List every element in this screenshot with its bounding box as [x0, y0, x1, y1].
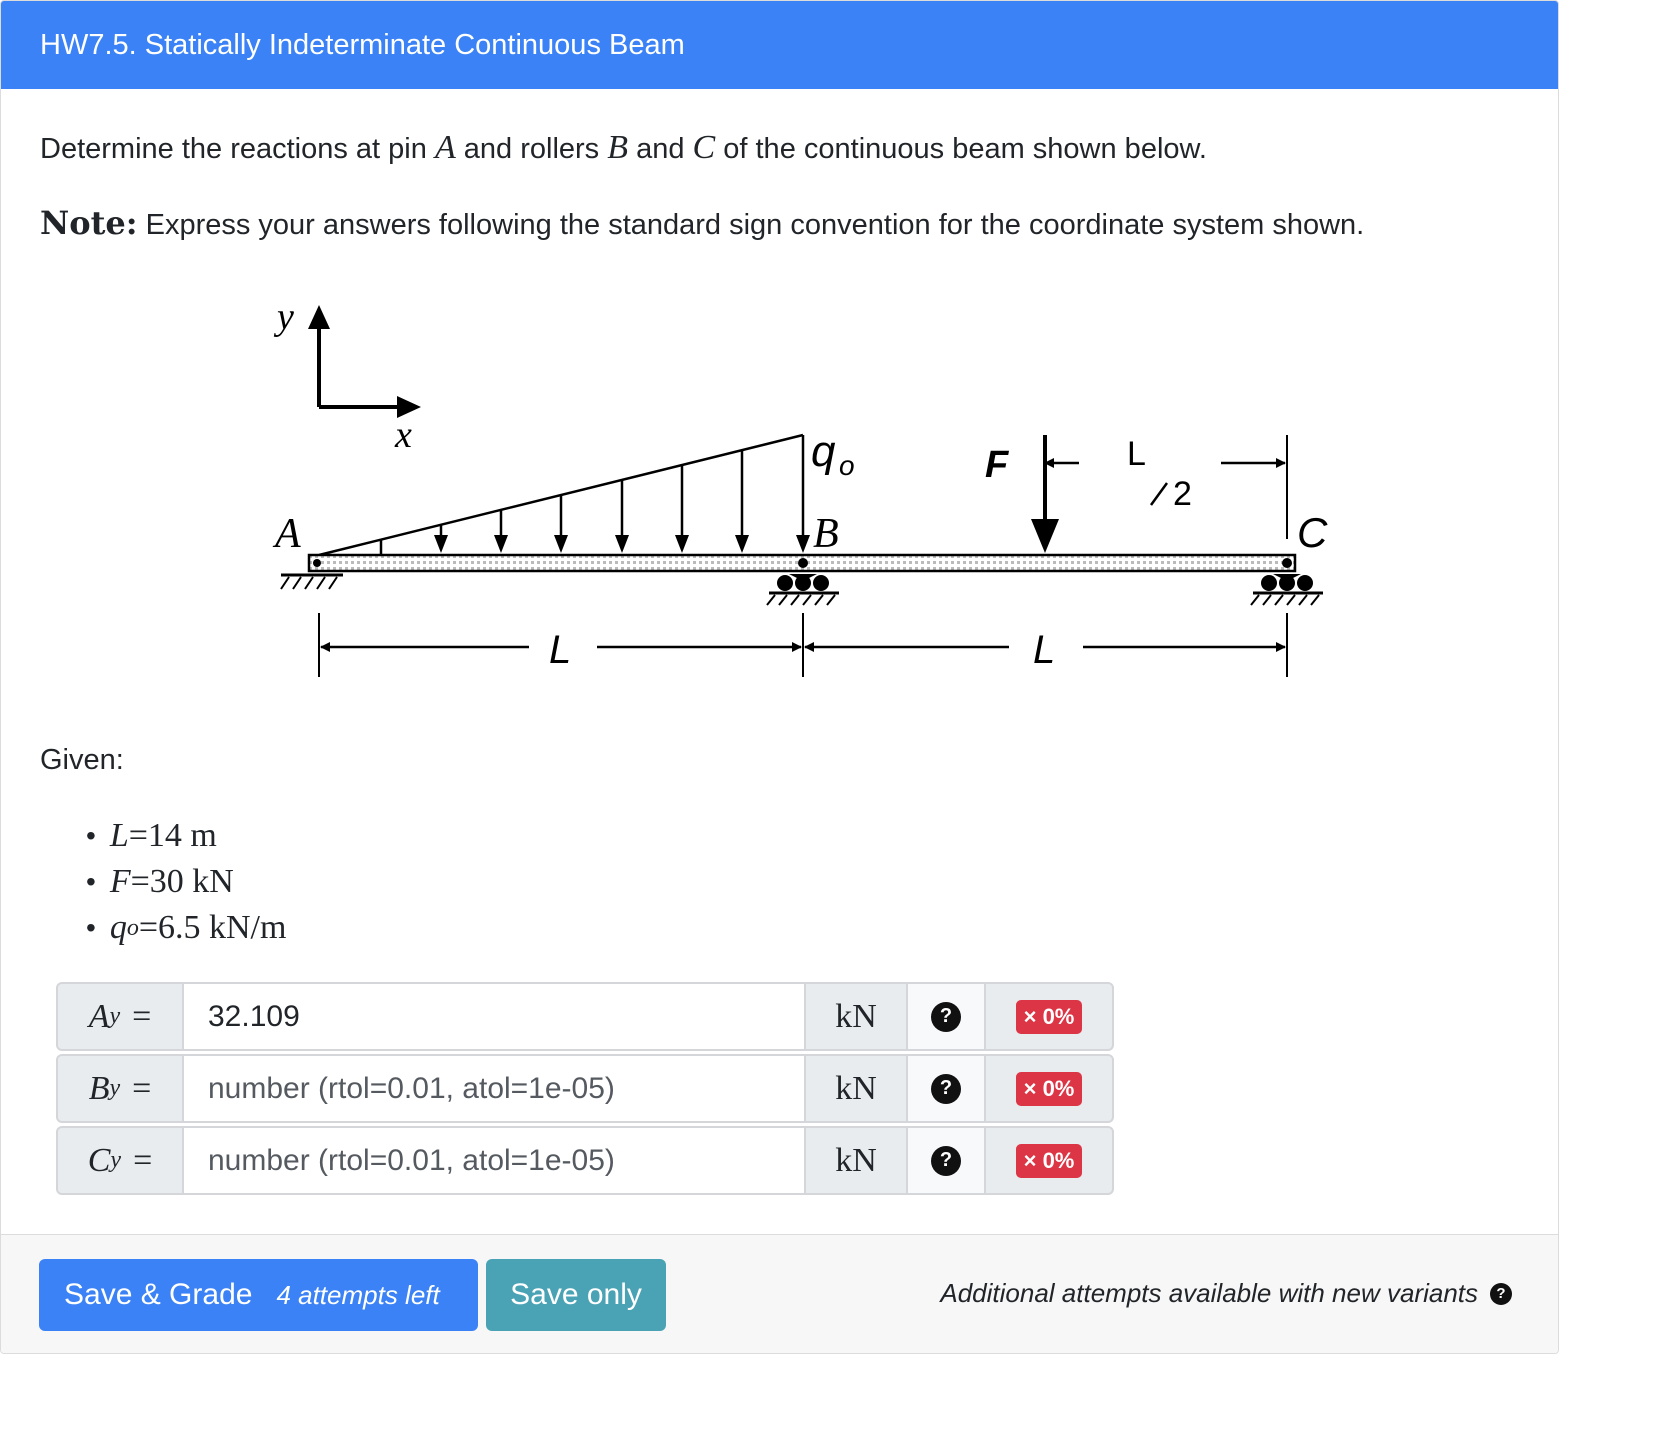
given-eq: = [138, 909, 158, 946]
question-mark-icon[interactable]: ? [931, 1146, 961, 1176]
question-mark-icon[interactable]: ? [931, 1074, 961, 1104]
y-axis-label: y [277, 296, 294, 338]
help-cell[interactable] [906, 1054, 986, 1123]
save-and-grade-button[interactable] [39, 1259, 478, 1331]
y-axis-arrow-icon [308, 305, 330, 329]
var-a: A [434, 129, 456, 166]
given-var: L [109, 817, 129, 854]
label-a: A [275, 511, 301, 557]
q0-subscript: o [839, 450, 855, 481]
unit-label: kN [804, 982, 908, 1051]
given-label: Given: [40, 744, 124, 776]
question-title: HW7.5. Statically Indeterminate Continuous Beam [1, 1, 1558, 89]
score-badge: × 0% [1016, 1000, 1083, 1034]
pin-support-a [272, 511, 343, 589]
given-value: 30 kN [149, 863, 234, 900]
answer-input-cy[interactable]: number (rtol=0.01, atol=1e-05) [182, 1126, 806, 1195]
span-dimensions [319, 613, 1287, 677]
given-var: q [109, 909, 127, 946]
span-bc-label: L [1033, 628, 1056, 672]
span-ab-label: L [549, 628, 572, 672]
score-badge: × 0% [1016, 1072, 1083, 1106]
help-cell[interactable] [906, 982, 986, 1051]
answer-label: B y = [56, 1054, 184, 1123]
given-eq: = [128, 817, 148, 854]
beam-diagram [261, 291, 1361, 691]
given-eq: = [130, 863, 150, 900]
answer-label: C y = [56, 1126, 184, 1195]
question-text-part: of the continuous beam shown below. [715, 133, 1207, 165]
question-text-part: Determine the reactions at pin [40, 133, 435, 165]
given-var: F [109, 863, 131, 900]
down-arrow-icon [1031, 519, 1059, 553]
unit-label: kN [804, 1054, 908, 1123]
half-span-denominator: 2 [1173, 475, 1192, 513]
save-only-button[interactable]: Save only [486, 1259, 666, 1331]
half-span-numerator: L [1127, 435, 1146, 473]
score-cell [984, 1054, 1114, 1123]
attempts-left: 4 attempts left [276, 1279, 440, 1310]
note-text [40, 204, 1364, 242]
var-b: B [607, 129, 629, 166]
question-text-part: and rollers [455, 133, 608, 165]
label-b: B [813, 511, 839, 557]
note-label: Note: [40, 204, 138, 242]
score-cell [984, 1126, 1114, 1195]
question-mark-icon[interactable]: ? [931, 1002, 961, 1032]
additional-attempts-text: Additional attempts available with new variants [940, 1278, 1478, 1308]
help-cell[interactable] [906, 1126, 986, 1195]
note-body: Express your answers following the standard sign convention for the coordinate system shown. [137, 209, 1365, 241]
q0-label: q [811, 427, 836, 476]
label-f: F [985, 444, 1009, 486]
given-value: 6.5 kN/m [158, 909, 287, 946]
question-text-part: and [628, 133, 693, 165]
label-c: C [1297, 509, 1328, 556]
given-value: 14 m [147, 817, 217, 854]
given-list [86, 813, 286, 951]
given-var-sub: o [126, 914, 139, 941]
question-mark-icon[interactable]: ? [1490, 1283, 1512, 1305]
score-cell [984, 982, 1114, 1051]
given-item: • L = 14 m [86, 817, 217, 854]
answer-label: A y = [56, 982, 184, 1051]
unit-label: kN [804, 1126, 908, 1195]
score-badge: × 0% [1016, 1144, 1083, 1178]
given-item: • F = 30 kN [86, 863, 234, 900]
coordinate-axes [273, 296, 421, 456]
var-c: C [692, 129, 716, 166]
x-axis-label: x [395, 414, 412, 456]
answer-input-ay[interactable]: 32.109 [182, 982, 806, 1051]
point-load-f [985, 435, 1059, 553]
half-span-dimension [1045, 435, 1287, 539]
given-item: • q o = 6.5 kN/m [86, 909, 287, 946]
answer-input-by[interactable]: number (rtol=0.01, atol=1e-05) [182, 1054, 806, 1123]
additional-attempts-note [940, 1278, 1512, 1309]
question-text [40, 129, 1207, 167]
card-footer [1, 1234, 1558, 1354]
save-and-grade-label: Save & Grade [64, 1278, 253, 1311]
